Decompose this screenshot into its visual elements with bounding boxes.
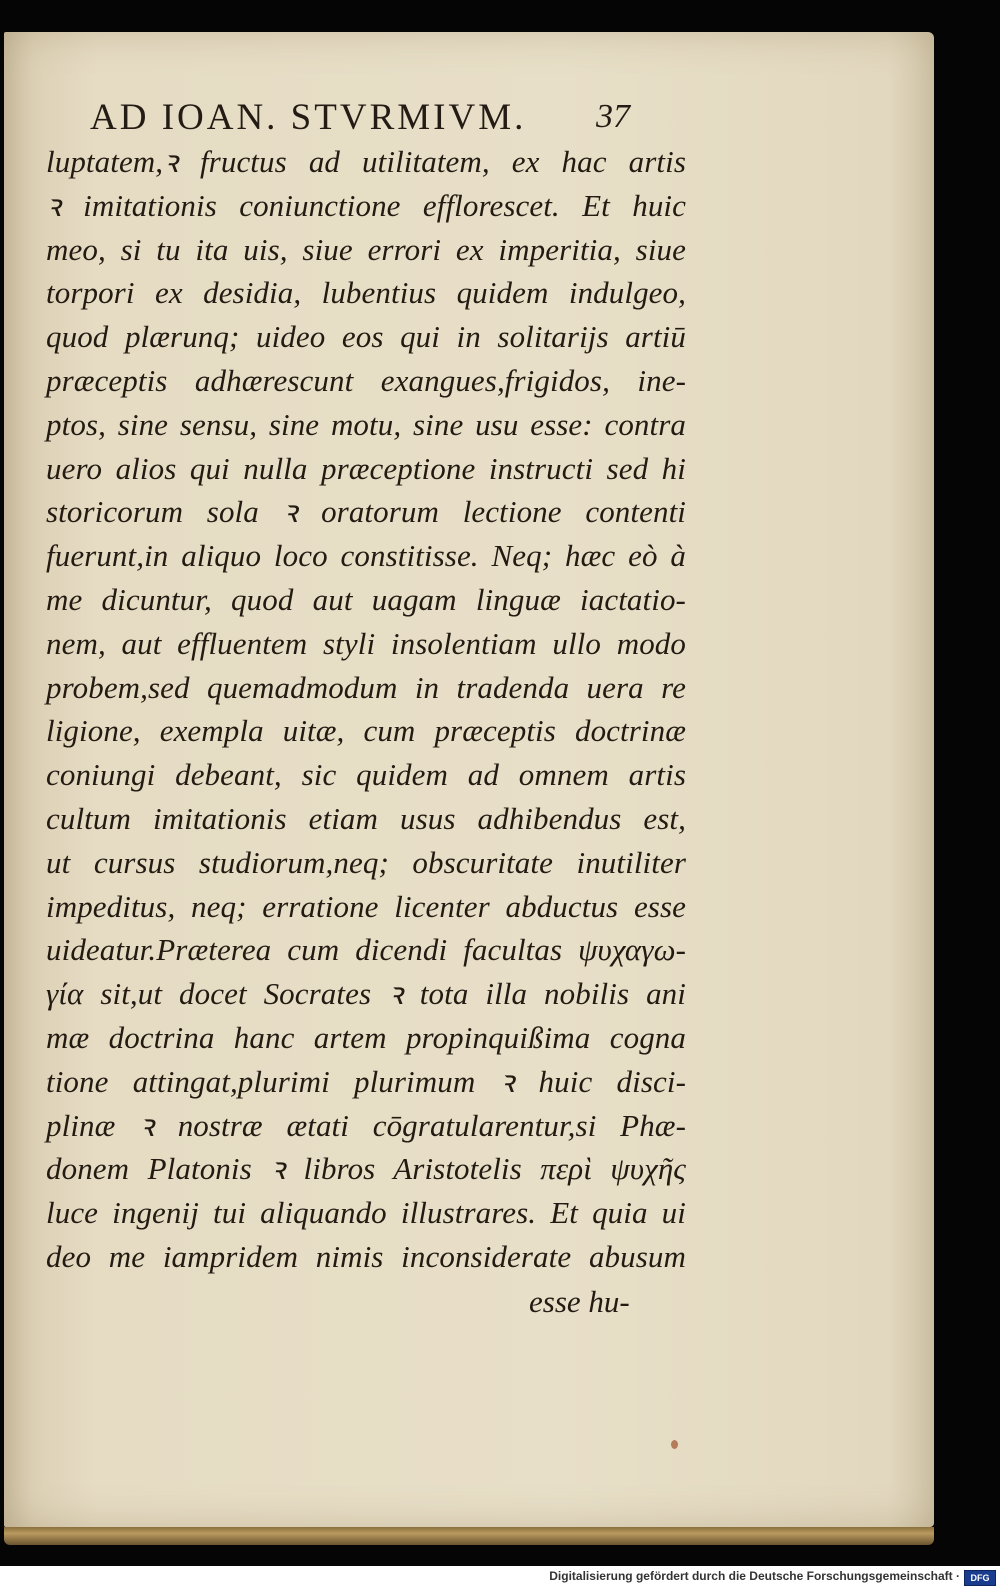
text-line: ligione, exempla uitæ, cum præceptis doctrinæ (46, 713, 686, 749)
page-number: 37 (596, 98, 630, 135)
text-line: ꝛ imitationis coniunctione efflorescet. Et huic (46, 187, 686, 223)
text-line: fuerunt,in aliquo loco constitisse. Neq; hæc eò à (46, 538, 686, 574)
page-edge (4, 1527, 934, 1545)
text-line: cultum imitationis etiam usus adhibendus est, (46, 800, 686, 836)
text-line: ut cursus studiorum,neq; obscuritate inutiliter (46, 844, 686, 880)
running-head: AD IOAN. STVRMIVM. (90, 97, 527, 138)
ink-spot (671, 1440, 678, 1449)
text-line: luce ingenij tui aliquando illustrares. Et quia ui (46, 1195, 686, 1231)
text-line: uideatur.Præterea cum dicendi facultas ψυχαγω- (46, 932, 686, 968)
catchword: esse hu- (529, 1284, 630, 1319)
text-line: me dicuntur, quod aut uagam linguæ iactatio- (46, 581, 686, 617)
text-line: tione attingat,plurimi plurimum ꝛ huic disci- (46, 1063, 686, 1099)
text-line: storicorum sola ꝛ oratorum lectione contenti (46, 494, 686, 530)
text-line: plinæ ꝛ nostræ ætati cōgratularentur,si Phæ- (46, 1107, 686, 1143)
text-line: quod plærunq; uideo eos qui in solitarijs artiū (46, 319, 686, 355)
text-line: ptos, sine sensu, sine motu, sine usu esse: contra (46, 406, 686, 442)
text-line: donem Platonis ꝛ libros Aristotelis περὶ ψυχῆς (46, 1151, 686, 1187)
text-line: coniungi debeant, sic quidem ad omnem artis (46, 757, 686, 793)
dfg-logo: DFG (964, 1570, 996, 1586)
text-line: deo me iampridem nimis inconsiderate abusum (46, 1238, 686, 1274)
text-line: mæ doctrina hanc artem propinquißima cogna (46, 1019, 686, 1055)
body-text (46, 140, 686, 1279)
footer-credit: Digitalisierung gefördert durch die Deutsche Forschungsgemeinschaft · (549, 1569, 960, 1583)
text-line: uero alios qui nulla præceptione instructi sed hi (46, 450, 686, 486)
text-line: nem, aut effluentem styli insolentiam ullo modo (46, 625, 686, 661)
book-page (4, 32, 934, 1527)
text-line: impeditus, neq; erratione licenter abductus esse (46, 888, 686, 924)
text-line: γία sit,ut docet Socrates ꝛ tota illa nobilis ani (46, 976, 686, 1012)
text-line: meo, si tu ita uis, siue errori ex imperitia, siue (46, 231, 686, 267)
text-line: præceptis adhærescunt exangues,frigidos, ine- (46, 362, 686, 398)
text-line: torpori ex desidia, lubentius quidem indulgeo, (46, 275, 686, 311)
digitization-footer (0, 1566, 1000, 1590)
text-line: luptatem,ꝛ fructus ad utilitatem, ex hac artis (46, 144, 686, 179)
text-line: probem,sed quemadmodum in tradenda uera re (46, 669, 686, 705)
